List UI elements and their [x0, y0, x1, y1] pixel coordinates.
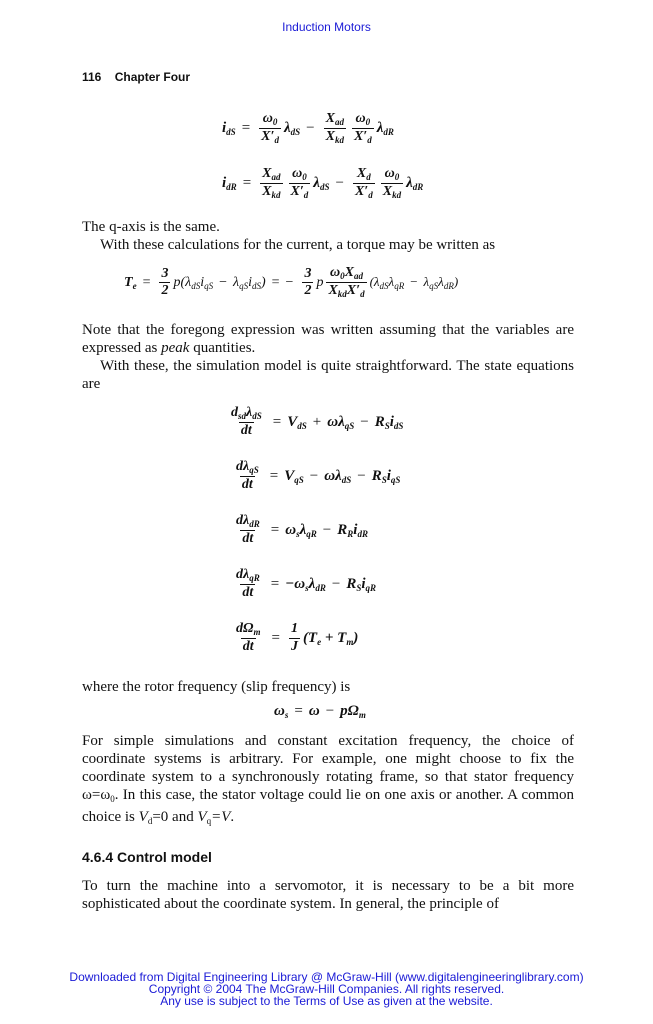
coord-sub-0: 0 — [110, 794, 115, 804]
coord-sub-q: q — [206, 816, 212, 826]
document-header-link[interactable]: Induction Motors — [282, 20, 371, 34]
footer-copyright: Copyright © 2004 The McGraw-Hill Companies. All rights reserved. — [148, 982, 505, 996]
footer-terms[interactable]: Any use is subject to the Terms of Use as given at the website. — [160, 994, 493, 1008]
paragraph-peak-note — [82, 321, 574, 357]
paragraph-torque-intro: With these calculations for the current, a torque may be written as — [100, 237, 496, 253]
coord-vq: V — [197, 809, 207, 825]
coord-v: =V — [211, 809, 231, 825]
paragraph-state-intro: With these, the simulation model is quite straightforward. The state equations are — [82, 358, 574, 392]
coord-end: . — [230, 809, 235, 825]
chapter-title: Chapter Four — [114, 70, 191, 84]
running-head — [82, 70, 190, 84]
equation-state-2: $\frac{d\lambda_{qS}}{dt}$ = $V_{qS}$ − $\omega\lambda_{dS}$ − $R_Si_{qS}$ — [236, 459, 401, 493]
equation-state-3: $\frac{d\lambda_{dR}}{dt}$ = $\omega_s\lambda_{qR}$ − $R_Ri_{dR}$ — [236, 513, 368, 547]
equation-idr: $i_{dR}$ = $\frac{X_{ad}}{X_{kd}}$ $\frac{\omega_0}{X'_d}$ $\lambda_{dS}$ − $\frac{X_d}{X'_d}$ $\frac{\omega_0}{X_{kd}}$ $\lambda_{dR}$ — [222, 166, 424, 201]
coord-text-b: . In this case, the stator voltage could lie on one axis or another. A common choice is — [82, 787, 574, 825]
section-heading: 4.6.4 Control model — [82, 849, 212, 865]
equation-state-4: $\frac{d\lambda_{qR}}{dt}$ = $-\omega_s\lambda_{dR}$ − $R_Si_{qR}$ — [236, 567, 377, 601]
coord-text-a: For simple simulations and constant excitation frequency, the choice of coordinate systems is arbitrary. For example, one might choose to fix the coordinate system to a synchronously rotating frame, so that stator frequency ω=ω — [82, 733, 574, 803]
paragraph-control-model: To turn the machine into a servomotor, it is necessary to be a bit more sophisticated about the coordinate system. In general, the principle of — [82, 878, 574, 912]
paragraph-qaxis: The q-axis is the same. — [82, 219, 220, 235]
equation-state-5: $\frac{d\Omega_m}{dt}$ = $\frac{1}{J}$ $(T_e + T_m)$ — [236, 621, 359, 655]
peak-note-text-a: Note that the foregong expression was written assuming that the variables are expressed as — [82, 322, 574, 356]
paragraph-slip-intro: where the rotor frequency (slip frequency) is — [82, 679, 351, 695]
coord-text-c: =0 and — [152, 809, 198, 825]
peak-emphasis: peak — [161, 340, 190, 356]
equation-state-1: $\frac{d_{sd}\lambda_{dS}}{dt}$ = $V_{dS}$ + $\omega\lambda_{qS}$ − $R_Si_{dS}$ — [231, 405, 404, 439]
equation-torque: $T_e$ = $\frac{3}{2}$ $p(\lambda_{dS}i_{qS} - \lambda_{qS}i_{dS})$ = − $\frac{3}{2}$ p $\frac{\omega_0X_{ad}}{X_{kd}X'_d}$ $(\lambda_{dS}\lambda_{qR} - \lambda_{qS}\lambda_{dR})$ — [124, 265, 459, 300]
footer-download-link[interactable]: Downloaded from Digital Engineering Library @ McGraw-Hill (www.digitalengineeringlibrary.com) — [69, 970, 584, 984]
peak-note-text-b: quantities. — [189, 340, 256, 356]
equation-slip: $\omega_s$ = ω − $p\Omega_m$ — [274, 703, 366, 720]
paragraph-coordinate-system — [82, 732, 574, 830]
equation-ids: $i_{dS}$ = $\frac{\omega_0}{X'_d}$ $\lambda_{dS}$ − $\frac{X_{ad}}{X_{kd}}$ $\frac{\omega_0}{X'_d}$ $\lambda_{dR}$ — [222, 111, 394, 146]
coord-vd: V — [138, 809, 148, 825]
coord-sub-d: d — [147, 816, 153, 826]
page-number: 116 — [82, 70, 102, 84]
